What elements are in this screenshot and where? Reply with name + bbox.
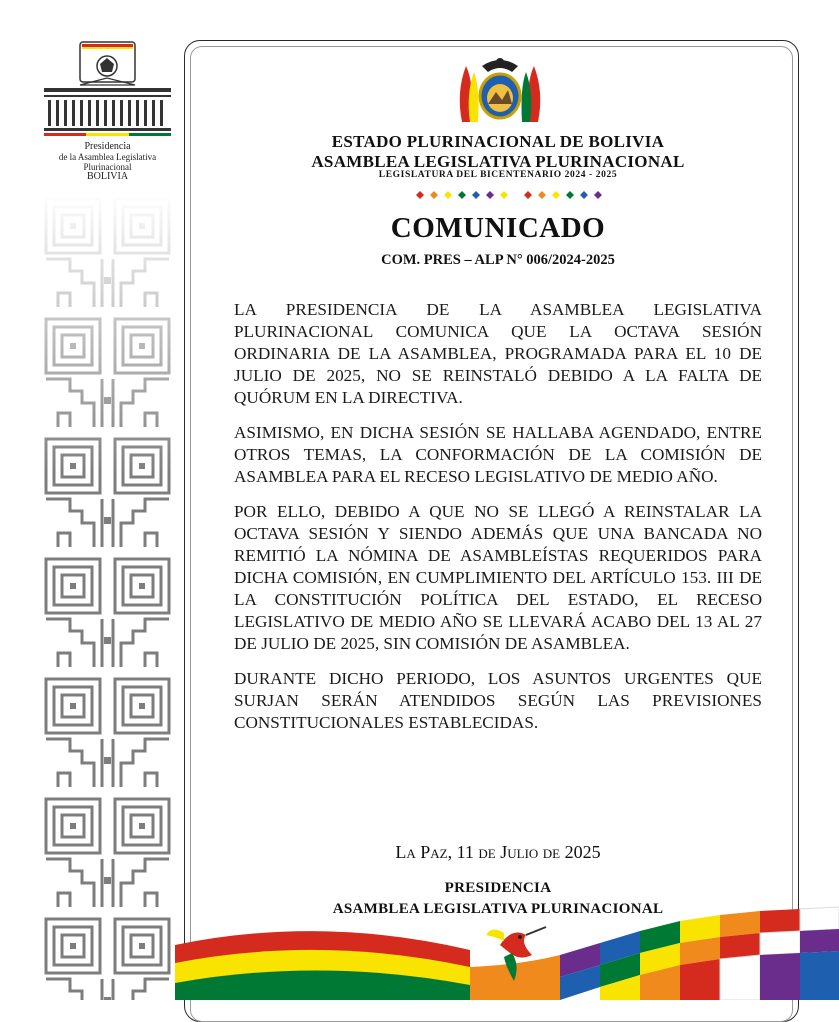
document-title: COMUNICADO [390,212,606,244]
legislative-palace-icon [40,40,175,140]
paragraph-3: POR ELLO, DEBIDO A QUE NO SE LLEGÓ A REINSTALAR LA OCTAVA SESIÓN Y SIENDO ADEMÁS QUE UNA BANCADA NO REMITIÓ LA NÓMINA DE ASAMBLEÍSTAS REQUERIDOS PARA DICHA COMISIÓN, EN CUMPLIMIENTO DEL ARTÍCULO 153. III DE LA CONSTITUCIÓN POLÍTICA DEL ESTADO, EL RECESO LEGISLATIVO DE MEDIO AÑO SE LLEVARÁ ACABO DEL 13 AL 27 DE JULIO DE 2025, SIN COMISIÓN DE ASAMBLEA. [234,502,762,653]
andean-pattern-decoration [40,193,175,1000]
coat-of-arms-icon [452,52,548,128]
paragraph-2: ASIMISMO, EN DICHA SESIÓN SE HALLABA AGENDADO, ENTRE OTROS TEMAS, LA CONFORMACIÓN DE LA COMISIÓN DE ASAMBLEA PARA EL RECESO LEGISLATIVO DE MEDIO AÑO. [234,423,762,486]
signature-institution: ASAMBLEA LEGISLATIVA PLURINACIONAL [332,901,664,917]
date-line: La Paz, 11 de Julio de 2025 [395,842,601,862]
paragraph-1: LA PRESIDENCIA DE LA ASAMBLEA LEGISLATIVA PLURINACIONAL COMUNICA QUE LA OCTAVA SESIÓN ORDINARIA DE LA ASAMBLEA, PROGRAMADA PARA EL 10 DE JULIO DE 2025, NO SE REINSTALÓ DEBIDO A LA FALTA DE QUÓRUM EN LA DIRECTIVA. [234,300,762,407]
flag-wave-decoration [0,905,839,1000]
header-legislature: LEGISLATURA DEL BICENTENARIO 2024 - 2025 [378,170,618,180]
institution-logo [40,40,175,182]
communique-body [234,299,762,747]
header-assembly-name: ASAMBLEA LEGISLATIVA PLURINACIONAL [311,152,685,171]
logo-caption-1: Presidencia [84,141,131,152]
header-state-name: ESTADO PLURINACIONAL DE BOLIVIA [331,132,665,151]
wiphala-diamond-divider [412,190,612,200]
signature-office: PRESIDENCIA [444,880,552,896]
logo-caption-2: de la Asamblea Legislativa Plurinacional [58,152,157,172]
logo-caption-3: BOLIVIA [86,171,129,182]
paragraph-4: DURANTE DICHO PERIODO, LOS ASUNTOS URGENTES QUE SURJAN SERÁN ATENDIDOS SEGÚN LAS PREVISIONES CONSTITUCIONALES ESTABLECIDAS. [234,669,762,732]
reference-code: COM. PRES – ALP N° 006/2024-2025 [381,252,615,268]
